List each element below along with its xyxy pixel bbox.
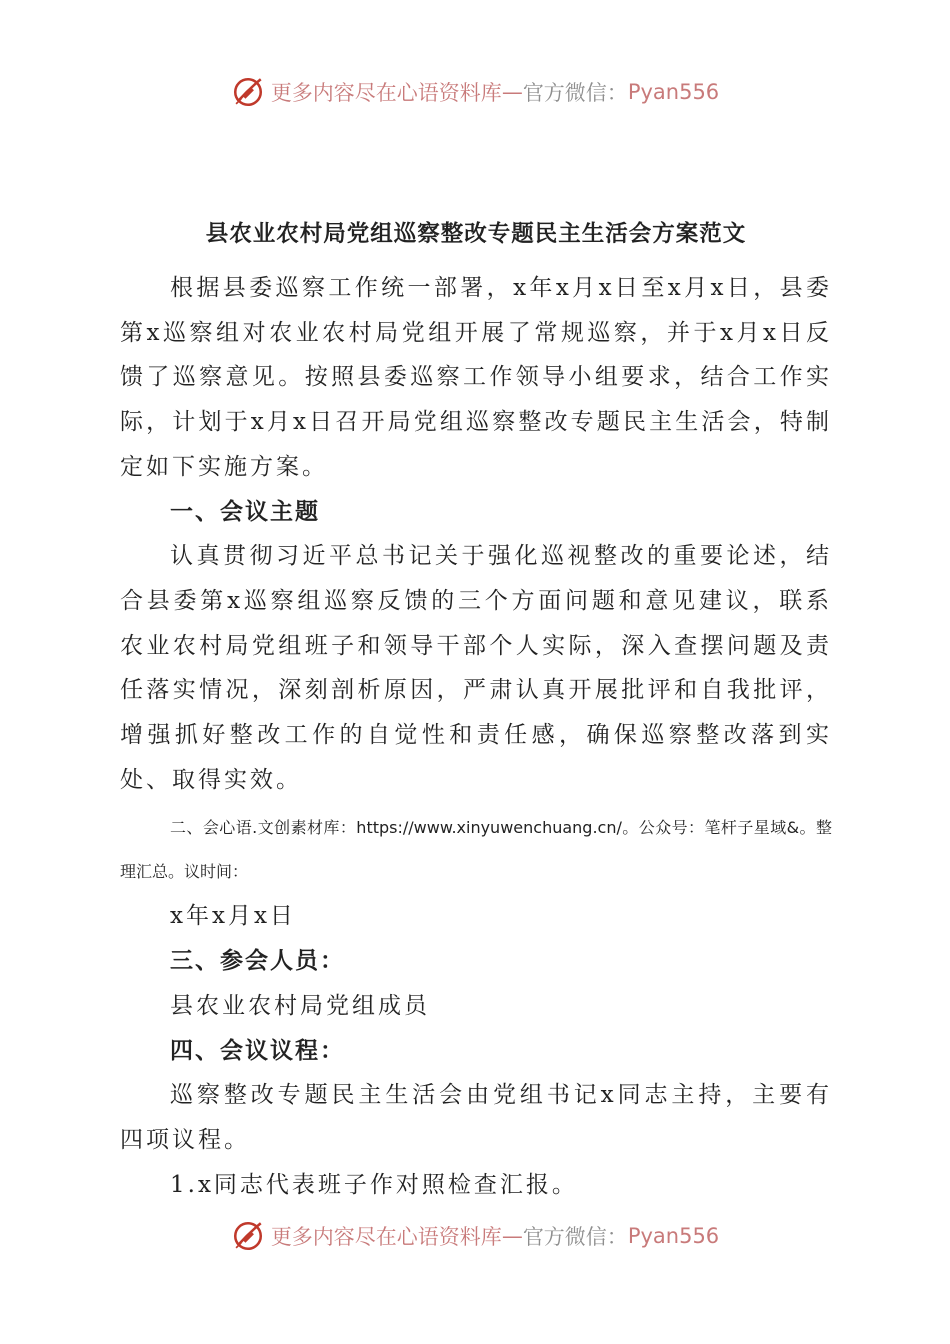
footer-banner xyxy=(0,1216,950,1256)
pen-logo-icon xyxy=(231,75,265,109)
banner-separator: — xyxy=(501,1224,523,1248)
section4-body: 巡察整改专题民主生活会由党组书记x同志主持，主要有四项议程。 xyxy=(120,1082,832,1153)
section1-heading: 一、会议主题 xyxy=(170,497,320,525)
banner-separator: — xyxy=(501,80,523,104)
intro-paragraph: 根据县委巡察工作统一部署，x年x月x日至x月x日，县委第x巡察组对农业农村局党组开展了常规巡察，并于x月x日反馈了巡察意见。按照县委巡察工作领导小组要求，结合工作实际，计划于x月x日召开局党组巡察整改专题民主生活会，特制定如下实施方案。 xyxy=(120,275,832,480)
section4-heading: 四、会议议程： xyxy=(170,1036,345,1064)
pen-logo-icon xyxy=(231,1219,265,1253)
promo-text: 更多内容尽在心语资料库 xyxy=(270,1225,502,1249)
wechat-label: 官方微信： xyxy=(522,81,628,105)
section1-body: 认真贯彻习近平总书记关于强化巡视整改的重要论述，结合县委第x巡察组巡察反馈的三个方面问题和意见建议，联系农业农村局党组班子和领导干部个人实际，深入查摆问题及责任落实情况，深刻剖析原因，严肃认真开展批评和自我批评，增强抓好整改工作的自觉性和责任感，确保巡察整改落到实处、取得实效。 xyxy=(120,543,832,793)
section3-heading: 三、参会人员： xyxy=(170,947,345,975)
section2-note: 二、会心语.文创素材库：https://www.xinyuwenchuang.cn/。公众号：笔杆子星域&。整理汇总。议时间： xyxy=(120,818,832,882)
section3-body: 县农业农村局党组成员 xyxy=(170,992,430,1019)
agenda-item-1: 1.x同志代表班子作对照检查汇报。 xyxy=(170,1171,578,1198)
wechat-label: 官方微信： xyxy=(522,1225,628,1249)
wechat-id: Pyan556 xyxy=(627,1224,720,1248)
promo-text: 更多内容尽在心语资料库 xyxy=(270,81,502,105)
header-banner xyxy=(0,72,950,112)
document-title: 县农业农村局党组巡察整改专题民主生活会方案范文 xyxy=(205,221,747,247)
document-body xyxy=(120,212,832,1207)
wechat-id: Pyan556 xyxy=(627,80,720,104)
section2-body: x年x月x日 xyxy=(170,903,296,930)
